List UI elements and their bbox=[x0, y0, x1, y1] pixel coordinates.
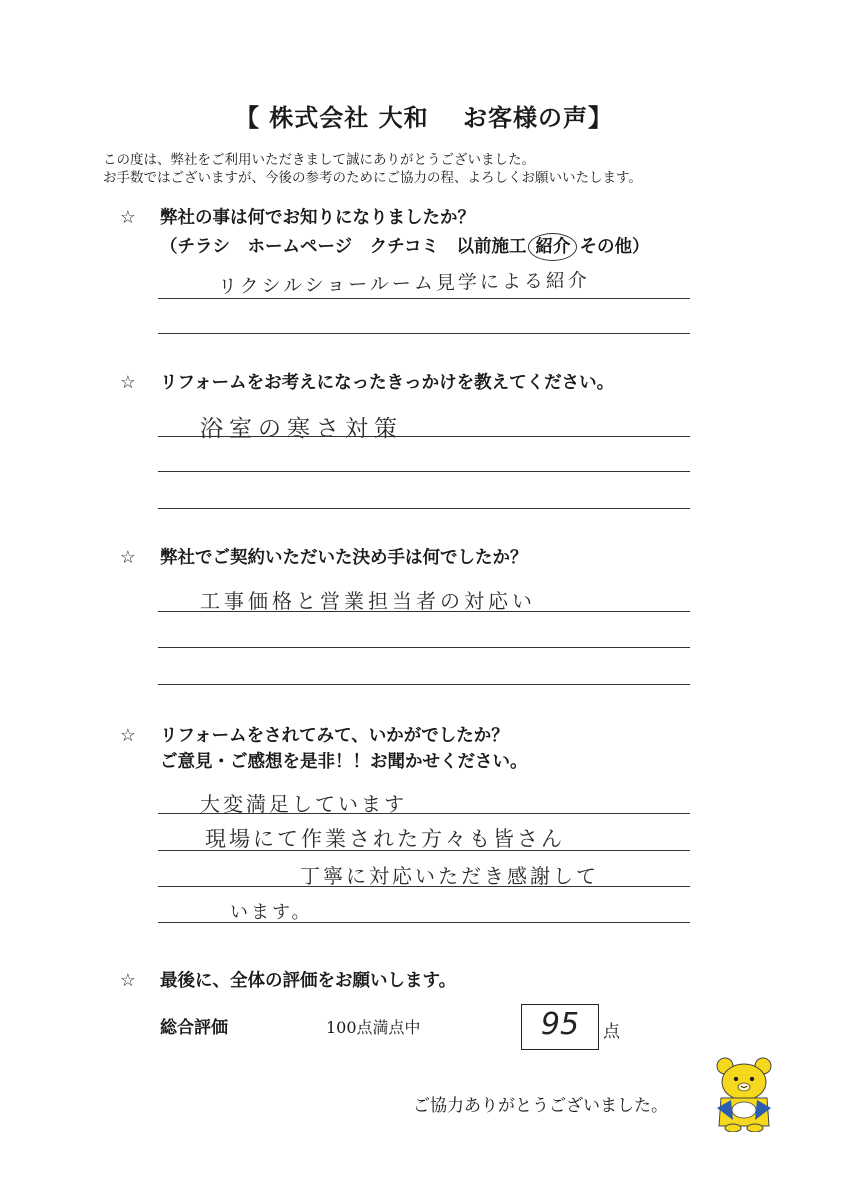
answer-2-handwriting: 浴室の寒さ対策 bbox=[200, 416, 403, 442]
question-1-options-other: その他） bbox=[579, 237, 650, 257]
question-4-text: リフォームをされてみて、いかがでしたか？ bbox=[160, 726, 509, 746]
page-title: 【 株式会社 大和 お客様の声】 bbox=[234, 104, 614, 132]
question-1 bbox=[120, 205, 649, 261]
star-icon: ☆ bbox=[120, 971, 136, 991]
answer-3-handwriting: 工事価格と営業担当者の対応い bbox=[200, 589, 536, 613]
answer-line bbox=[158, 611, 690, 612]
intro-line-1: この度は、弊社をご利用いただきまして誠にありがとうございました。 bbox=[103, 152, 535, 168]
star-icon: ☆ bbox=[120, 726, 136, 746]
star-icon: ☆ bbox=[120, 548, 136, 568]
overall-rating-label: 総合評価 bbox=[160, 1018, 228, 1038]
answer-4-handwriting-line-3: 丁寧に対応いただき感謝して bbox=[300, 864, 599, 888]
question-5 bbox=[120, 968, 456, 994]
answer-4-handwriting-line-4: います。 bbox=[230, 902, 313, 923]
answer-line bbox=[158, 886, 690, 887]
answer-line bbox=[158, 850, 690, 851]
question-5-text: 最後に、全体の評価をお願いします。 bbox=[160, 971, 457, 991]
score-value: 95 bbox=[540, 1007, 580, 1042]
bear-mascot-icon bbox=[713, 1056, 775, 1132]
question-2-text: リフォームをお考えになったきっかけを教えてください。 bbox=[160, 373, 615, 393]
answer-line bbox=[158, 922, 690, 923]
answer-line bbox=[158, 508, 690, 509]
answer-line bbox=[158, 684, 690, 685]
question-4 bbox=[120, 723, 528, 775]
answer-line bbox=[158, 647, 690, 648]
score-scale-label: 100点満点中 bbox=[326, 1018, 421, 1037]
answer-line bbox=[158, 298, 690, 299]
question-1-options: （チラシ ホームページ クチコミ 以前施工 bbox=[160, 237, 527, 257]
thank-you-message: ご協力ありがとうございました。 bbox=[413, 1096, 668, 1116]
answer-line bbox=[158, 471, 690, 472]
answer-4-handwriting-line-1: 大変満足しています bbox=[200, 792, 407, 816]
intro-line-2: お手数ではございますが、今後の参考のためにご協力の程、よろしくお願いいたします。 bbox=[103, 170, 642, 186]
star-icon: ☆ bbox=[120, 208, 136, 228]
answer-1-handwriting: リクシルショールーム見学による紹介 bbox=[217, 269, 591, 298]
score-unit: 点 bbox=[603, 1022, 620, 1042]
star-icon: ☆ bbox=[120, 373, 136, 393]
question-3-text: 弊社でご契約いただいた決め手は何でしたか？ bbox=[160, 548, 528, 568]
answer-line bbox=[158, 333, 690, 334]
question-1-text: 弊社の事は何でお知りになりましたか？ bbox=[160, 208, 475, 228]
answer-line bbox=[158, 436, 690, 437]
question-3 bbox=[120, 545, 528, 571]
answer-4-handwriting-line-2: 現場にて作業された方々も皆さん bbox=[205, 827, 565, 851]
selected-option-circle: 紹介 bbox=[528, 233, 577, 261]
answer-line bbox=[158, 813, 690, 814]
question-4-text-2: ご意見・ご感想を是非！！お聞かせください。 bbox=[160, 752, 528, 772]
score-box bbox=[521, 1004, 599, 1050]
question-2 bbox=[120, 370, 614, 396]
